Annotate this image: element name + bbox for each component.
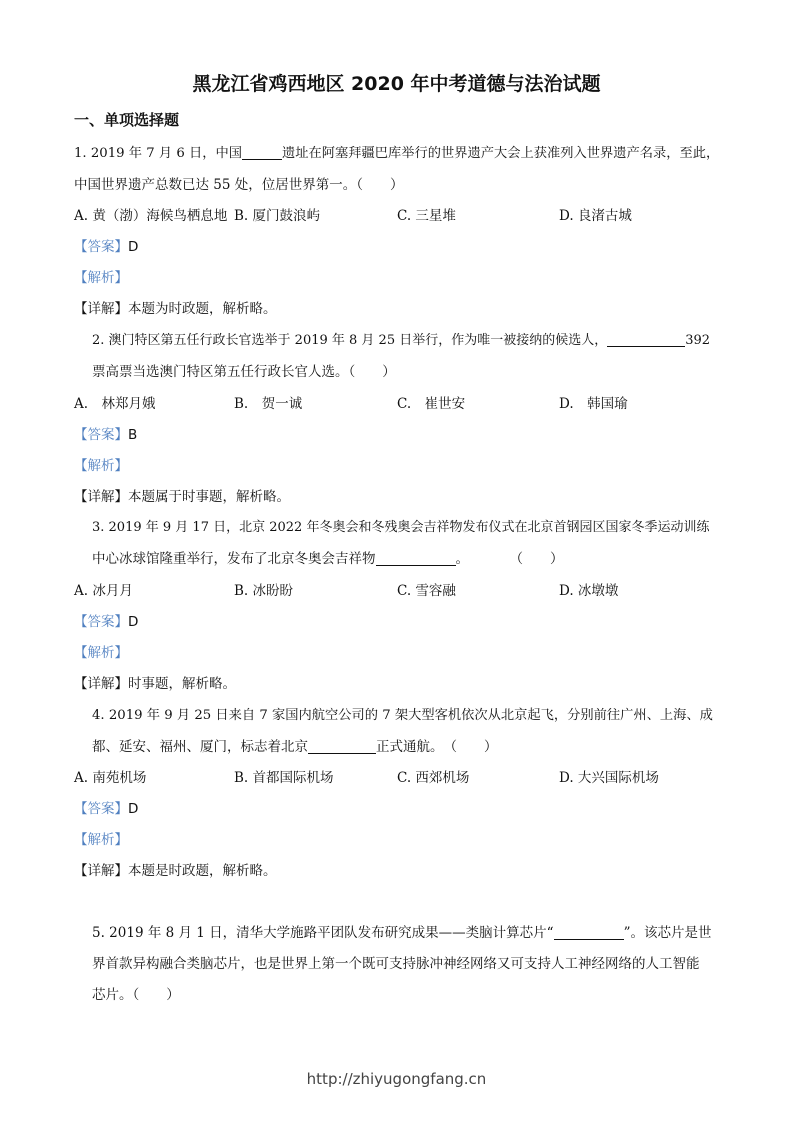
question-1-line-1 [74, 142, 719, 161]
answer-tag: 【答案】 [74, 801, 128, 817]
question-5-text-a: 5. 2019 年 8 月 1 日，清华大学施路平团队发布研究成果——类脑计算芯片“ [92, 925, 554, 941]
answer-blank [376, 552, 456, 567]
detail-line [74, 672, 236, 692]
question-2-text-a: 2. 澳门特区第五任行政长官选举于 2019 年 8 月 25 日举行，作为唯一被接纳的候选人， [92, 333, 608, 348]
option-a: A. 林郑月娥 [74, 396, 156, 412]
analysis-line [74, 266, 128, 286]
analysis-tag: 【解析】 [74, 832, 128, 848]
question-5-line-3: 芯片。（ ） [92, 987, 180, 1003]
detail-tag: 【详解】 [74, 676, 128, 692]
answer-value: B [128, 427, 138, 443]
question-3-line-2 [92, 547, 564, 567]
question-5-line-2: 界首款异构融合类脑芯片，也是世界上第一个既可支持脉冲神经网络又可支持人工神经网络的人工智能 [92, 956, 700, 972]
answer-blank [607, 333, 685, 347]
analysis-line [74, 641, 128, 661]
answer-tag: 【答案】 [74, 614, 128, 630]
option-d: D. 韩国瑜 [559, 396, 628, 412]
question-1-line-2: 中国世界遗产总数已达 55 处，位居世界第一。（ ） [74, 177, 404, 193]
option-d: D. 冰墩墩 [559, 583, 619, 599]
answer-line [74, 610, 138, 630]
question-5-text-b: ”。该芯片是世 [623, 925, 712, 941]
option-c: C. 三星堆 [397, 208, 456, 224]
answer-line [74, 235, 138, 255]
option-a: A. 冰月月 [74, 583, 133, 599]
analysis-line [74, 828, 128, 848]
detail-line [74, 485, 290, 505]
answer-value: D [128, 239, 139, 255]
answer-line [74, 797, 138, 817]
question-5-line-1 [92, 921, 711, 941]
answer-tag: 【答案】 [74, 239, 128, 255]
option-a: A. 南苑机场 [74, 770, 147, 786]
footer-url: http://zhiyugongfang.cn [306, 1070, 487, 1088]
question-1-text-b: 遗址在阿塞拜疆巴库举行的世界遗产大会上获准列入世界遗产名录，至此， [282, 146, 720, 161]
detail-text: 本题属于时事题，解析略。 [128, 489, 290, 505]
answer-blank [554, 926, 624, 941]
answer-blank [242, 146, 282, 160]
answer-line [74, 423, 137, 443]
analysis-tag: 【解析】 [74, 645, 128, 661]
question-4-line-2 [92, 735, 498, 755]
detail-text: 本题是时政题，解析略。 [128, 863, 277, 879]
section-heading: 一、单项选择题 [74, 111, 180, 129]
option-c: C. 西郊机场 [397, 770, 470, 786]
option-b: B. 厦门鼓浪屿 [234, 208, 321, 224]
detail-text: 时事题，解析略。 [128, 676, 236, 692]
question-2-line-1 [92, 329, 710, 348]
option-b: B. 冰盼盼 [234, 583, 294, 599]
option-c: C. 崔世安 [397, 396, 466, 412]
answer-blank [308, 740, 376, 755]
question-4-text-b: 正式通航。 （ ） [376, 739, 498, 755]
option-b: B. 贺一诚 [234, 396, 303, 412]
answer-value: D [128, 801, 139, 817]
detail-tag: 【详解】 [74, 489, 128, 505]
question-4-text-a: 都、延安、福州、厦门，标志着北京 [92, 739, 308, 755]
question-4-line-1: 4. 2019 年 9 月 25 日来自 7 家国内航空公司的 7 架大型客机依次从北京起飞，分别前往广州、上海、成 [92, 708, 713, 723]
option-a: A. 黄（渤）海候鸟栖息地 [74, 208, 228, 224]
detail-tag: 【详解】 [74, 301, 128, 317]
option-b: B. 首都国际机场 [234, 770, 334, 786]
analysis-line [74, 454, 128, 474]
question-3-text-a: 中心冰球馆隆重举行，发布了北京冬奥会吉祥物 [92, 551, 376, 567]
option-d: D. 良渚古城 [559, 208, 632, 224]
answer-value: D [128, 614, 139, 630]
question-2-text-b: 392 [685, 333, 711, 348]
option-d: D. 大兴国际机场 [559, 770, 659, 786]
detail-tag: 【详解】 [74, 863, 128, 879]
page-title: 黑龙江省鸡西地区 2020 年中考道德与法治试题 [192, 73, 601, 95]
answer-tag: 【答案】 [74, 427, 128, 443]
detail-line [74, 859, 277, 879]
question-3-line-1: 3. 2019 年 9 月 17 日，北京 2022 年冬奥会和冬残奥会吉祥物发布仪式在北京首钢园区国家冬季运动训练 [92, 520, 710, 535]
question-3-text-b: 。 （ ） [455, 551, 564, 567]
detail-line [74, 297, 277, 317]
analysis-tag: 【解析】 [74, 458, 128, 474]
analysis-tag: 【解析】 [74, 270, 128, 286]
option-c: C. 雪容融 [397, 583, 456, 599]
question-1-text-a: 1. 2019 年 7 月 6 日，中国 [74, 146, 242, 161]
detail-text: 本题为时政题，解析略。 [128, 301, 277, 317]
question-2-line-2: 票高票当选澳门特区第五任行政长官人选。（ ） [92, 364, 396, 380]
